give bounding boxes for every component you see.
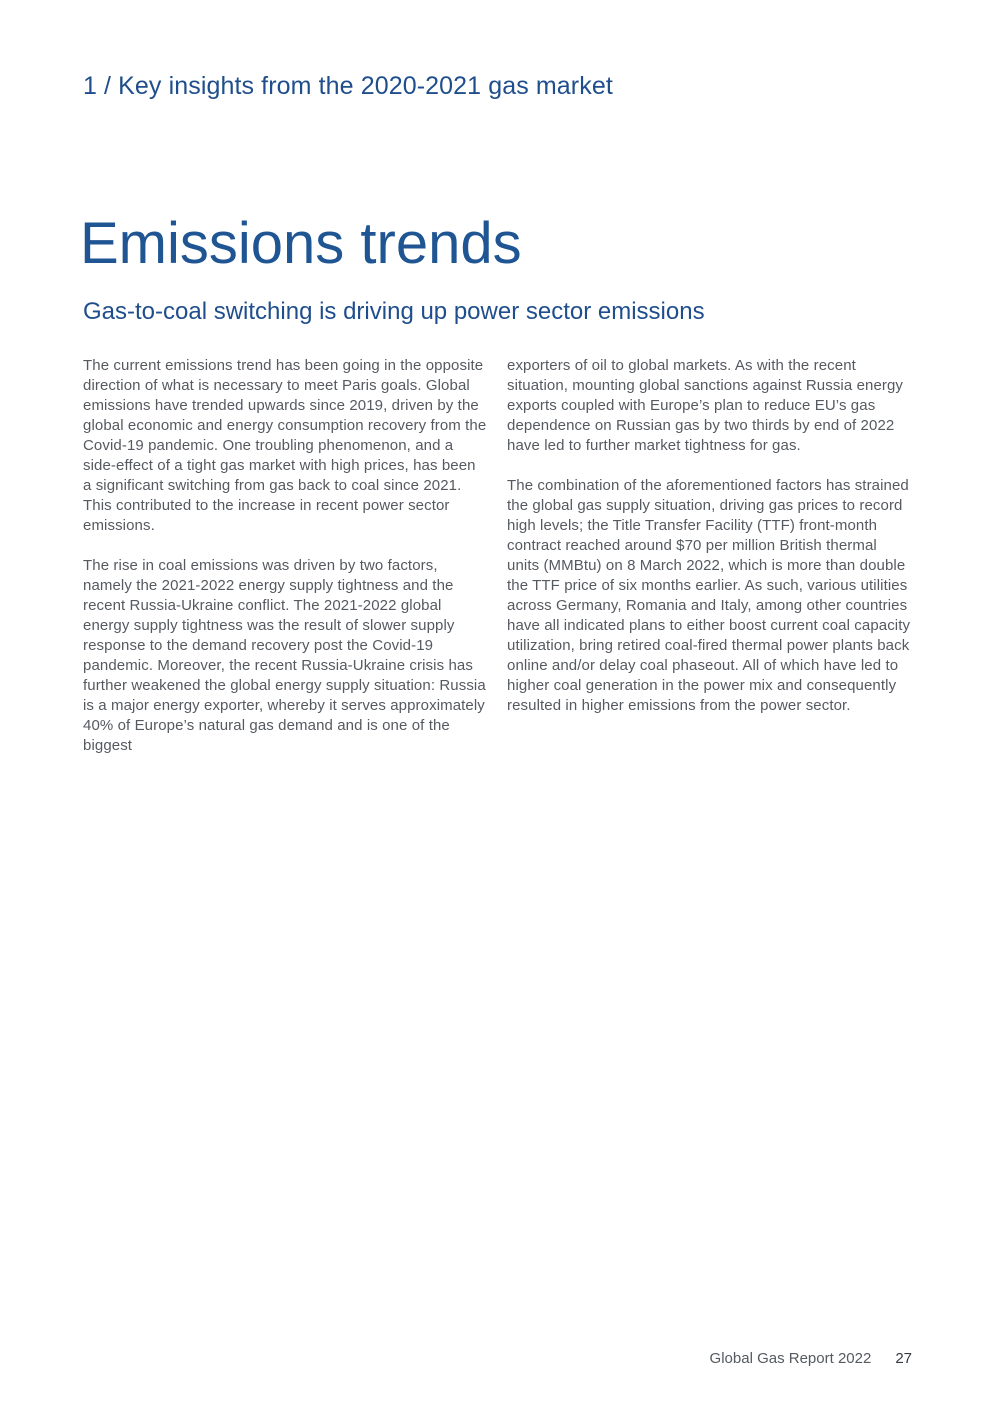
subtitle: Gas-to-coal switching is driving up power sector emissions	[83, 298, 705, 325]
paragraph: exporters of oil to global markets. As with the recent situation, mounting global sanctions against Russia energy exports coupled with Europe’s plan to reduce EU’s gas dependence on Russian gas by two thirds by end of 2022 have led to further market tightness for gas.	[507, 357, 904, 454]
paragraph: The rise in coal emissions was driven by two factors, namely the 2021-2022 energy supply tightness and the recent Russia-Ukraine conflict. The 2021-2022 global energy supply tightness was the result of slower supply response to the demand recovery post the Covid-19 pandemic. Moreover, the recent Russia-Ukraine crisis has further weakened the global energy supply situation: Russia is a major energy exporter, whereby it serves approximately 40% of Europe’s natural gas demand and is one of the biggest	[83, 557, 486, 754]
paragraph: The combination of the aforementioned factors has strained the global gas supply situation, driving gas prices to record high levels; the Title Transfer Facility (TTF) front-month contract reached around $70 per million British thermal units (MMBtu) on 8 March 2022, which is more than double the TTF price of six months earlier. As such, various utilities across Germany, Romania and Italy, among other countries have all indicated plans to either boost current coal capacity utilization, bring retired coal-fired thermal power plants back online and/or delay coal phaseout. All of which have led to higher coal generation in the power mix and consequently resulted in higher emissions from the power sector.	[507, 477, 911, 714]
page-footer	[710, 1350, 912, 1367]
paragraph: The current emissions trend has been going in the opposite direction of what is necessary to meet Paris goals. Global emissions have trended upwards since 2019, driven by the global economic and energy consumption recovery from the Covid-19 pandemic. One troubling phenomenon, and a side-effect of a tight gas market with high prices, has been a significant switching from gas back to coal since 2021. This contributed to the increase in recent power sector emissions.	[83, 357, 487, 534]
page-number: 27	[895, 1350, 912, 1367]
body-column-left	[83, 356, 487, 776]
body-column-right	[507, 356, 911, 736]
page-title: Emissions trends	[80, 211, 522, 276]
section-label: 1 / Key insights from the 2020-2021 gas market	[83, 72, 613, 100]
report-name: Global Gas Report 2022	[709, 1350, 872, 1367]
